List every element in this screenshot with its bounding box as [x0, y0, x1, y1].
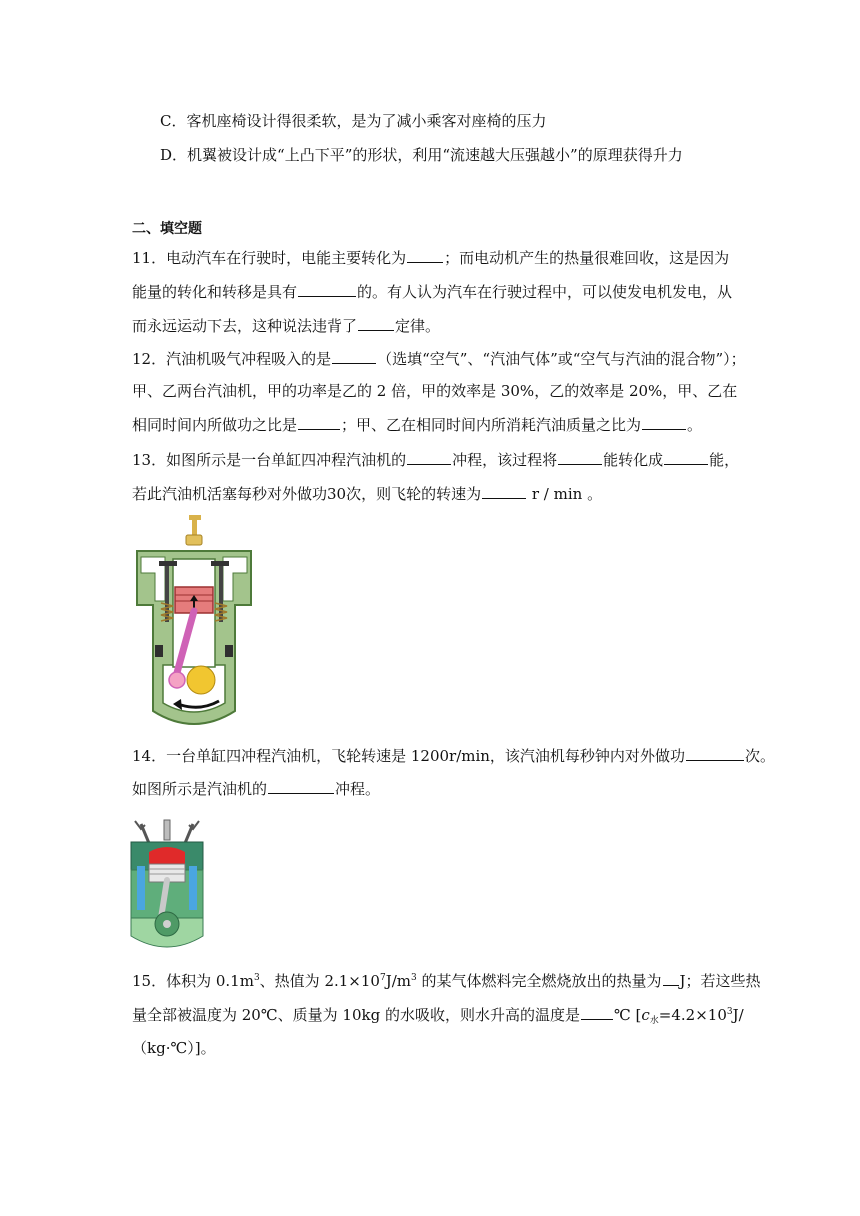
- q11-line-1: 11．电动汽车在行驶时，电能主要转化为 ；而电动机产生的热量很难回收，这是因为: [132, 249, 730, 267]
- q14-line-1: 14．一台单缸四冲程汽油机，飞轮转速是 1200r/min，该汽油机每秒钟内对外做功 次。: [132, 747, 775, 765]
- answer-blank[interactable]: [407, 449, 451, 465]
- q15-line-2: 量全部被温度为 20℃、质量为 10kg 的水吸收，则水升高的温度是 ℃ [$c_水=4.2\times 10^3J/$: [132, 1006, 744, 1026]
- answer-blank[interactable]: [298, 281, 356, 297]
- q12-line-2: 甲、乙两台汽油机，甲的功率是乙的 2 倍，甲的效率是 30%，乙的效率是 20%，甲、乙在: [132, 382, 738, 400]
- option-c: C．客机座椅设计得很柔软，是为了减小乘客对座椅的压力: [160, 112, 547, 130]
- answer-blank[interactable]: [663, 970, 679, 986]
- answer-blank[interactable]: [332, 348, 376, 364]
- answer-blank[interactable]: [407, 247, 443, 263]
- q13-line-1: 13．如图所示是一台单缸四冲程汽油机的 冲程，该过程将 能转化成 能，: [132, 451, 740, 469]
- engine-exhaust-figure: [127, 818, 207, 954]
- q15-line-3: （kg·℃）]。: [132, 1039, 216, 1057]
- answer-blank[interactable]: [686, 745, 744, 761]
- answer-blank[interactable]: [581, 1004, 613, 1020]
- answer-blank[interactable]: [642, 414, 686, 430]
- q14-line-2: 如图所示是汽油机的 冲程。: [132, 780, 381, 798]
- q11-line-3: 而永远运动下去，这种说法违背了 定律。: [132, 317, 441, 335]
- q12-line-3: 相同时间内所做功之比是 ；甲、乙在相同时间内所消耗汽油质量之比为 。: [132, 416, 703, 434]
- section-title: 二、填空题: [132, 221, 202, 237]
- q11-line-2: 能量的转化和转移是具有 的。有人认为汽车在行驶过程中，可以使发电机发电，从: [132, 283, 733, 301]
- answer-blank[interactable]: [298, 414, 340, 430]
- answer-blank[interactable]: [482, 483, 526, 499]
- answer-blank[interactable]: [358, 315, 394, 331]
- engine-compression-figure: [135, 515, 253, 727]
- answer-blank[interactable]: [268, 778, 334, 794]
- answer-blank[interactable]: [664, 449, 708, 465]
- option-d: D．机翼被设计成“上凸下平”的形状，利用“流速越大压强越小”的原理获得升力: [160, 146, 683, 164]
- q12-line-1: 12．汽油机吸气冲程吸入的是 （选填“空气”、“汽油气体”或“空气与汽油的混合物”）；: [132, 350, 746, 368]
- q13-line-2: 若此汽油机活塞每秒对外做功30次，则飞轮的转速为 r / min 。: [132, 485, 603, 503]
- answer-blank[interactable]: [558, 449, 602, 465]
- q15-line-1: 15．体积为 $0.1m^3$、热值为 $2.1\times 10^7J/m^3$ 的某气体燃料完全燃烧放出的热量为 J；若这些热: [132, 972, 761, 990]
